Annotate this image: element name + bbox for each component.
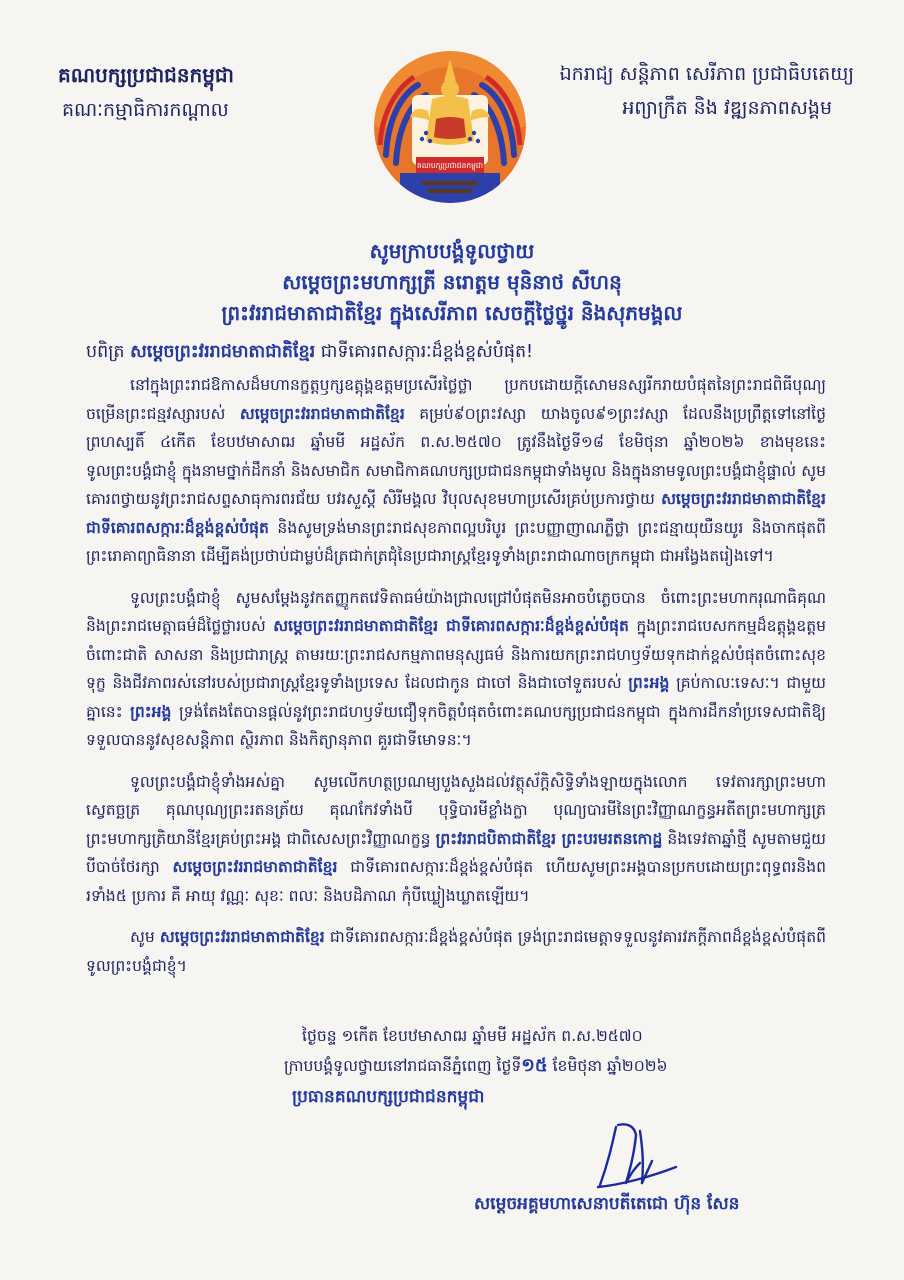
solar-date-day: ១៥ xyxy=(521,1055,548,1076)
salutation-prefix: បពិត្រ xyxy=(86,342,131,362)
p1-text-a: នៅក្នុងព្រះរាជឱកាសដ៏មហានក្ខត្តឫក្សឧត្តុង្គឧត្តមប្រសើរថ្លៃថ្លា ប្រកបដោយក្តីសោមនស្សរីករាយបំផុតនៃព្រះរាជពិធីបុណ្យចម្រើនព្រះជន្មវស្សារបស់ xyxy=(86,376,826,423)
p2-bold-f: ព្រះអង្គ xyxy=(130,702,172,721)
addressee-block xyxy=(0,236,904,329)
paragraph-3 xyxy=(86,768,826,911)
addressee-line-2: សម្តេចព្រះមហាក្សត្រី នរោត្តម មុនិនាថ សីហនុ xyxy=(282,270,622,294)
p1-bold-d: សម្តេចព្រះវររាជមាតាជាតិខ្មែរ ជាទីគោរពសក្ការៈដ៏ខ្ពង់ខ្ពស់បំផុត xyxy=(86,490,826,537)
p4-text-a: សូម xyxy=(130,928,160,946)
motto-line-1: ឯករាជ្យ សន្តិភាព សេរីភាព ប្រជាធិបតេយ្យ xyxy=(559,63,854,85)
closing-block xyxy=(284,1022,822,1112)
p4-bold-b: សម្តេចព្រះវររាជមាតាជាតិខ្មែរ xyxy=(159,928,325,946)
p3-bold-d: សម្តេចព្រះវររាជមាតាជាតិខ្មែរ xyxy=(172,858,338,876)
p4-text-c: ជាទីគោរពសក្ការៈដ៏ខ្ពង់ខ្ពស់បំផុត ទ្រង់ព្រះរាជមេត្តាទទួលនូវគារវភក្តីភាពដ៏ខ្ពង់ខ្ពស់បំផុតពីទូលព្រះបង្គំជាខ្ញុំ។ xyxy=(86,928,826,975)
signer-name: សម្តេចអគ្គមហាសេនាបតីតេជោ ហ៊ុន សែន xyxy=(474,1194,740,1214)
paragraph-1 xyxy=(86,371,826,571)
addressee-line-1: សូមក្រាបបង្គំទូលថ្វាយ xyxy=(369,239,535,263)
p2-text-c: ក្នុងព្រះរាជបេសកកម្មដ៏ឧត្តុង្គឧត្តមចំពោះជាតិ សាសនា និងប្រជារាស្ត្រ តាមរយៈព្រះរាជសកម្មភាពមនុស្សធម៌ និងការយកព្រះរាជហឫទ័យទុកដាក់ខ្ពស់បំផុតចំពោះសុខទុក្ខ និងជីវភាពរស់នៅរបស់ប្រជារាស្ត្រខ្មែរទូទាំងប្រទេស ដែលជាកូន ជាចៅ និងជាចៅទួតរបស់ xyxy=(86,617,826,692)
p2-text-g: ទ្រង់តែងតែបានផ្តល់នូវព្រះរាជហឫទ័យជឿទុកចិត្តបំផុតចំពោះគណបក្សប្រជាជនកម្ពុជា ក្នុងការដឹកនាំប្រទេសជាតិឱ្យទទួលបាននូវសុខសន្តិភាព ស្ថិរភាព និងកិត្យានុភាព គួរជាទីមោទនៈ។ xyxy=(86,702,826,749)
p3-text-e: ជាទីគោរពសក្ការៈដ៏ខ្ពង់ខ្ពស់បំផុត ហើយសូមព្រះអង្គបានប្រកបដោយព្រះពុទ្ធពរនិងពរទាំង៥ ប្រការ គឺ អាយុ វណ្ណៈ សុខៈ ពលៈ និងបដិភាណ កុំបីឃ្លៀងឃ្លាតឡើយ។ xyxy=(86,858,826,905)
solar-date-prefix: ក្រាបបង្គំទូលថ្វាយនៅរាជធានីភ្នំពេញ ថ្ងៃទី xyxy=(284,1057,522,1075)
party-name: គណបក្សប្រជាជនកម្ពុជា xyxy=(58,63,234,87)
salutation xyxy=(86,340,866,366)
p1-bold-b: សម្តេចព្រះវររាជមាតាជាតិខ្មែរ xyxy=(239,404,405,423)
p3-bold-b: ព្រះវររាជបិតាជាតិខ្មែរ ព្រះបរមរតនកោដ្ឋ xyxy=(435,829,663,848)
motto-line-2: អព្យាក្រឹត និង វឌ្ឍនភាពសង្គម xyxy=(622,97,832,119)
p1-text-c: គម្រប់៩០ព្រះវស្សា យាងចូល៩១ព្រះវស្សា ដែលនឹងប្រព្រឹត្តទៅនៅថ្ងៃព្រហស្បតិ៍ ៤កើត ខែបឋមាសាឍ ឆ្នាំមមី អដ្ឋស័ក ព.ស.២៥៧០ ត្រូវនឹងថ្ងៃទី១៨ ខែមិថុនា ឆ្នាំ២០២៦ ខាងមុខនេះ ទូលព្រះបង្គំជាខ្ញុំ ក្នុងនាមថ្នាក់ដឹកនាំ និងសមាជិក សមាជិកាគណបក្សប្រជាជនកម្ពុជាទាំងមូល និងក្នុងនាមទូលព្រះបង្គំជាខ្ញុំផ្ទាល់ សូមគោរពថ្វាយនូវព្រះរាជសព្ទសាធុការពរជ័យ បវរសួស្តី សិរីមង្គល វិបុលសុខមហាប្រសើរគ្រប់ប្រការថ្វាយ xyxy=(86,404,827,508)
p2-text-e: គ្រប់កាលៈទេសៈ។ ជាមួយគ្នានេះ xyxy=(86,674,827,721)
party-header xyxy=(58,62,288,126)
p2-text-a: ទូលព្រះបង្គំជាខ្ញុំ សូមសម្តែងនូវកតញ្ញូកតវេទិតាធម៌យ៉ាងជ្រាលជ្រៅបំផុតមិនអាចបំភ្លេចបាន ចំពោះព្រះមហាករុណាធិគុណ និងព្រះរាជមេត្តាធម៌ដ៏ថ្លៃថ្លារបស់ xyxy=(86,588,826,635)
paragraph-2 xyxy=(86,584,826,755)
p2-bold-b: សម្តេចព្រះវររាជមាតាជាតិខ្មែរ ជាទីគោរពសក្ការៈដ៏ខ្ពង់ខ្ពស់បំផុត xyxy=(273,617,629,635)
signer-title: ប្រធានគណបក្សប្រជាជនកម្ពុជា xyxy=(292,1087,485,1107)
solar-date-suffix: ខែមិថុនា ឆ្នាំ២០២៦ xyxy=(547,1057,668,1075)
letter-body xyxy=(86,371,826,993)
p1-text-e: និងសូមទ្រង់មានព្រះរាជសុខភាពល្អបរិបូរ ព្រះបញ្ញាញាណភ្លឺថ្លា ព្រះជន្មាយុយឺនយូរ និងចាកផុតពីព្រះរោគាព្យាធិនានា ដើម្បីគង់ប្រថាប់ជាម្លប់ដ៏ត្រជាក់ត្រជុំនៃប្រជារាស្ត្រខ្មែរទូទាំងព្រះរាជាណាចក្រកម្ពុជា ជាអង្វែងតរៀងទៅ។ xyxy=(86,518,826,565)
p3-text-c: និងទេវតាឆ្នាំថ្មី សូមតាមជួយបីបាច់ថែរក្សា xyxy=(86,829,826,876)
salutation-suffix: ជាទីគោរពសក្ការៈដ៏ខ្ពង់ខ្ពស់បំផុត! xyxy=(315,342,534,362)
national-motto xyxy=(524,62,854,124)
addressee-line-3: ព្រះវររាជមាតាជាតិខ្មែរ ក្នុងសេរីភាព សេចក្តីថ្លៃថ្នូរ និងសុភមង្គល xyxy=(221,301,683,325)
handwritten-signature-icon xyxy=(590,1105,680,1195)
lunar-date: ថ្ងៃចន្ទ ១កើត ខែបឋមាសាឍ ឆ្នាំមមី អដ្ឋស័ក ព.ស.២៥៧០ xyxy=(302,1027,643,1045)
logo-banner-text: គណបក្សប្រជាជនកម្ពុជា xyxy=(417,161,483,170)
cpp-party-emblem-icon xyxy=(370,45,530,215)
salutation-honorific: សម្តេចព្រះវររាជមាតាជាតិខ្មែរ xyxy=(130,342,316,362)
p3-text-a: ទូលព្រះបង្គំជាខ្ញុំទាំងអស់គ្នា សូមលើកហត្ថប្រណម្យបួងសួងដល់វត្ថុស័ក្តិសិទ្ធិទាំងឡាយក្នុងលោក ទេវតារក្សាព្រះមហាស្វេតច្ឆត្រ គុណបុណ្យព្រះរតនត្រ័យ គុណកែវទាំងបី បុទ្ធិបារមីខ្លាំងក្លា បុណ្យបារមីនៃព្រះវិញ្ញាណក្ខន្ធអតីតព្រះមហាក្សត្រ ព្រះមហាក្សត្រិយានីខ្មែរគ្រប់ព្រះអង្គ ជាពិសេសព្រះវិញ្ញាណក្ខន្ធ xyxy=(86,772,826,848)
paragraph-4 xyxy=(86,923,826,980)
p2-bold-d: ព្រះអង្គ xyxy=(628,674,670,692)
solar-date xyxy=(284,1051,822,1081)
committee-name: គណៈកម្មាធិការកណ្តាល xyxy=(62,99,229,121)
